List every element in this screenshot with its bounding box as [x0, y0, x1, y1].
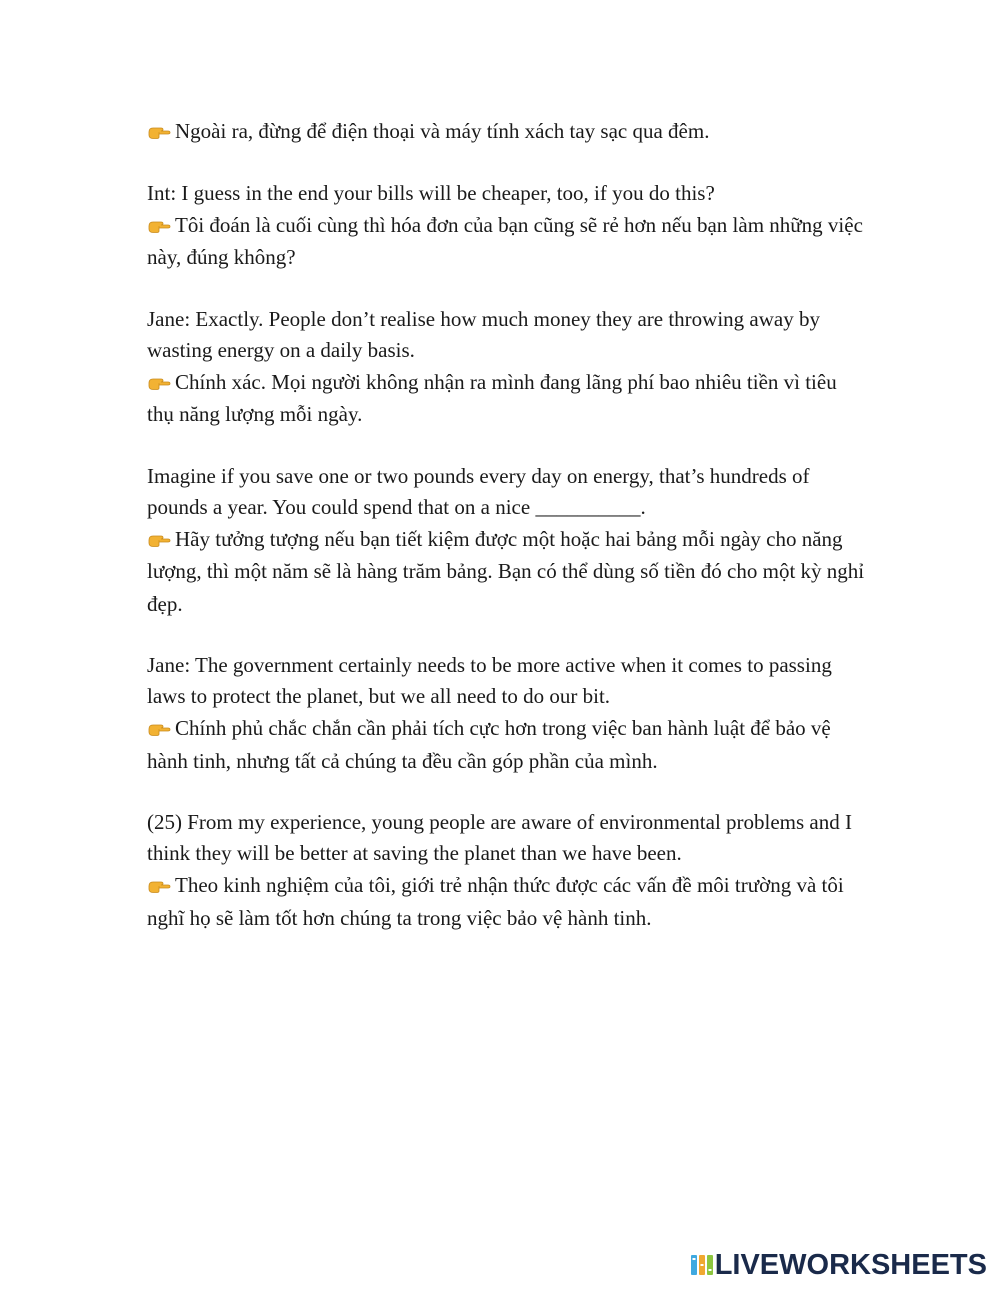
english-text: Jane: The government certainly needs to be more active when it comes to passing laws to protect the planet, but we all need to do our bit. — [147, 653, 832, 708]
logo-text: LIVEWORKSHEETS — [714, 1249, 987, 1281]
translation-block-3 — [147, 304, 867, 431]
english-text: (25) From my experience, young people are aware of environmental problems and I think they will be better at saving the planet than we have been. — [147, 810, 852, 865]
liveworksheets-logo-icon — [691, 1254, 713, 1276]
pointing-hand-icon — [147, 123, 171, 139]
english-text: Imagine if you save one or two pounds every day on energy, that’s hundreds of pounds a year. You could spend that on a nice __________. — [147, 463, 810, 519]
vietnamese-text: Theo kinh nghiệm của tôi, giới trẻ nhận thức được các vấn đề môi trường và tôi nghĩ họ sẽ làm tốt hơn chúng ta trong việc bảo vệ hành tinh. — [147, 873, 844, 930]
vietnamese-text: Chính phủ chắc chắn cần phải tích cực hơn trong việc ban hành luật để bảo vệ hành tinh, nhưng tất cả chúng ta đều cần góp phần của mình. — [147, 716, 831, 773]
vietnamese-translation — [147, 712, 867, 777]
worksheet-page — [147, 115, 867, 964]
vietnamese-translation — [147, 209, 867, 274]
pointing-hand-icon — [147, 720, 171, 736]
vietnamese-translation — [147, 366, 867, 431]
translation-block-2 — [147, 178, 867, 274]
pointing-hand-icon — [147, 374, 171, 390]
vietnamese-text: Tôi đoán là cuối cùng thì hóa đơn của bạn cũng sẽ rẻ hơn nếu bạn làm những việc này, đúng không? — [147, 212, 863, 269]
pointing-hand-icon — [147, 531, 171, 547]
vietnamese-translation — [147, 115, 867, 148]
translation-block-4 — [147, 461, 867, 621]
vietnamese-translation — [147, 869, 867, 934]
vietnamese-translation — [147, 523, 867, 621]
liveworksheets-logo — [691, 1250, 987, 1280]
english-text: Jane: Exactly. People don’t realise how much money they are throwing away by wasting energy on a daily basis. — [147, 306, 820, 362]
vietnamese-text: Hãy tưởng tượng nếu bạn tiết kiệm được một hoặc hai bảng mỗi ngày cho năng lượng, thì một năm sẽ là hàng trăm bảng. Bạn có thể dùng số tiền đó cho một kỳ nghỉ đẹp. — [147, 526, 865, 616]
pointing-hand-icon — [147, 217, 171, 233]
translation-block-6 — [147, 807, 867, 934]
translation-block-1 — [147, 115, 867, 148]
pointing-hand-icon — [147, 877, 171, 893]
vietnamese-text: Ngoài ra, đừng để điện thoại và máy tính xách tay sạc qua đêm. — [175, 119, 710, 143]
vietnamese-text: Chính xác. Mọi người không nhận ra mình đang lãng phí bao nhiêu tiền vì tiêu thụ năng lượng mỗi ngày. — [147, 369, 837, 426]
translation-block-5 — [147, 650, 867, 777]
english-text: Int: I guess in the end your bills will be cheaper, too, if you do this? — [147, 180, 715, 205]
